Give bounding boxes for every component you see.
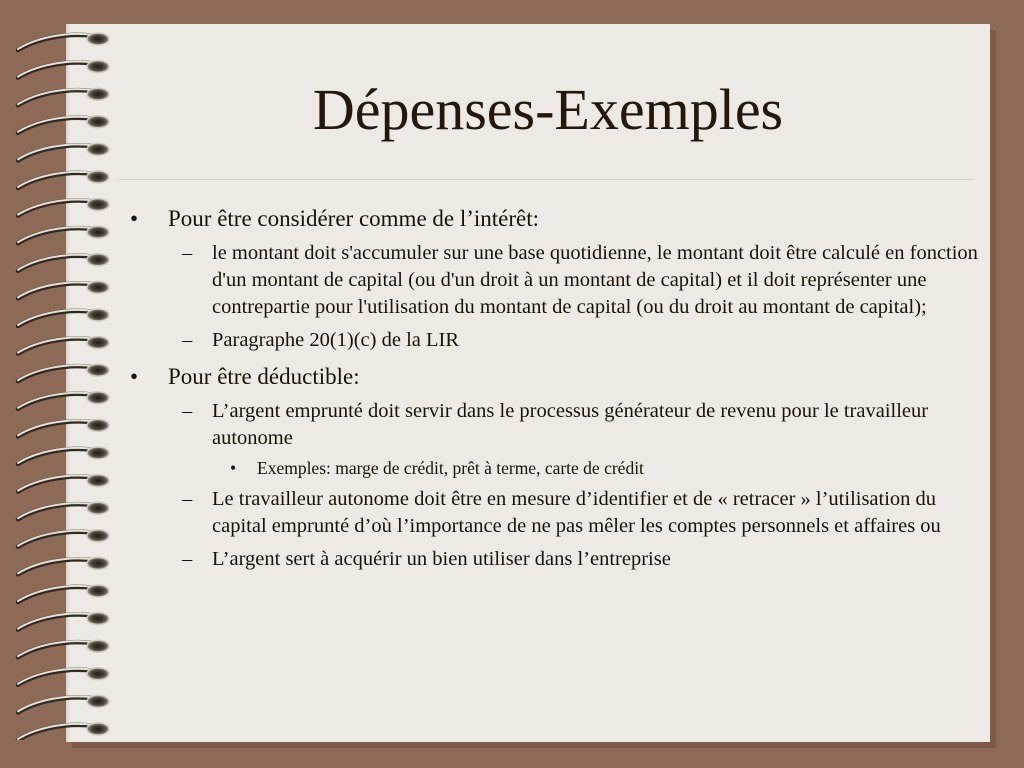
spiral-coil	[18, 613, 109, 630]
slide-content	[130, 200, 980, 573]
spiral-coil	[18, 33, 109, 50]
spiral-coil	[18, 171, 109, 188]
spiral-coil	[18, 226, 109, 243]
spiral-coil	[18, 695, 109, 712]
spiral-coil	[18, 530, 109, 547]
sub-bullet-item	[130, 327, 980, 354]
sub-sub-bullet-text: Exemples: marge de crédit, prêt à terme, carte de crédit	[257, 458, 644, 478]
sub-bullet-item	[130, 486, 980, 540]
bullet-marker: •	[130, 364, 139, 389]
bullet-marker: •	[230, 458, 237, 478]
spiral-coil	[18, 419, 109, 436]
spiral-coil	[18, 640, 109, 657]
dash-marker: –	[182, 329, 193, 351]
bullet-text: Pour être déductible:	[168, 364, 360, 389]
sub-bullet-text: L’argent emprunté doit servir dans le processus générateur de revenu pour le travailleur autonome	[212, 400, 929, 449]
sub-bullet-item	[130, 240, 980, 321]
spiral-coil	[18, 557, 109, 574]
spiral-coil	[18, 254, 109, 271]
dash-marker: –	[182, 488, 193, 510]
spiral-coil	[18, 668, 109, 685]
sub-sub-bullet-item	[130, 456, 980, 480]
sub-bullet-text: Le travailleur autonome doit être en mesure d’identifier et de « retracer » l’utilisation du capital emprunté d’où l’importance de ne pas mêler les comptes personnels et affaires ou	[212, 488, 941, 537]
dash-marker: –	[182, 400, 193, 422]
bullet-text: Pour être considérer comme de l’intérêt:	[168, 206, 540, 231]
page-title: Dépenses-Exemples	[312, 77, 784, 142]
spiral-coil	[18, 475, 109, 492]
title-divider	[118, 179, 974, 180]
spiral-coil	[18, 337, 109, 354]
sub-bullet-item	[130, 546, 980, 573]
bullet-marker: •	[130, 206, 139, 231]
spiral-coil	[18, 723, 109, 740]
dash-marker: –	[182, 242, 193, 264]
sub-bullet-text: Paragraphe 20(1)(c) de la LIR	[212, 329, 460, 351]
spiral-coil	[18, 585, 109, 602]
spiral-coil	[18, 281, 109, 298]
spiral-coil	[18, 392, 109, 409]
bullet-item	[130, 204, 980, 234]
spiral-coil	[18, 199, 109, 216]
spiral-coil	[18, 502, 109, 519]
sub-bullet-text: le montant doit s'accumuler sur une base quotidienne, le montant doit être calculé en fonction d'un montant de capital (ou d'un droit à un montant de capital) et il doit représenter une contrepartie pour l'utilisation du montant de capital (ou du droit au montant de capital);	[212, 242, 978, 318]
spiral-coil	[18, 364, 109, 381]
spiral-coil	[18, 447, 109, 464]
spiral-coil	[18, 309, 109, 326]
dash-marker: –	[182, 548, 193, 570]
sub-bullet-item	[130, 398, 980, 452]
bullet-item	[130, 362, 980, 392]
sub-bullet-text: L’argent sert à acquérir un bien utiliser dans l’entreprise	[212, 548, 671, 570]
